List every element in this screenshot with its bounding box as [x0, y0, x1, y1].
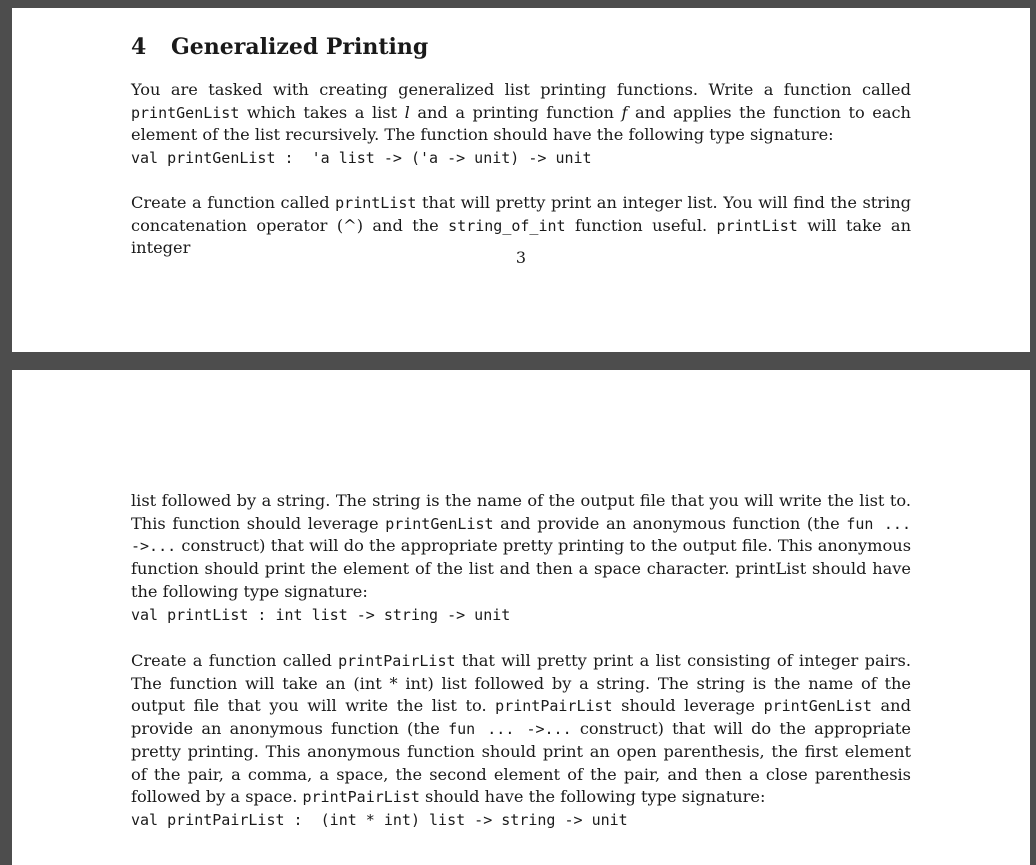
- code-print-pair-list: printPairList: [338, 652, 456, 670]
- section-number: 4: [131, 34, 147, 60]
- code-print-list: printList: [335, 194, 417, 212]
- text: and applies the function to each element of the list recursively. The function should have the following type signature:: [131, 102, 911, 145]
- text: and provide an anonymous function (the: [493, 513, 847, 533]
- page-number: 3: [515, 248, 527, 267]
- code-print-pair-list: printPairList: [495, 697, 613, 716]
- text: Create a function called: [131, 193, 336, 212]
- viewer-background-top: [0, 0, 1036, 8]
- paragraph-print-gen-list: [131, 79, 911, 170]
- text: which takes a list: [239, 102, 405, 122]
- text: that will pretty print a list consisting of integer pairs. The function will take an (int * int) list followed by a string. The string is the name of the output file that you will write the list to.: [131, 651, 911, 716]
- text: Create a function called: [131, 651, 339, 670]
- section-heading: [131, 34, 428, 60]
- section-title: Generalized Printing: [171, 34, 429, 60]
- text: function useful.: [565, 215, 717, 235]
- document-page-4: [12, 370, 1030, 865]
- code-print-list: printList: [716, 216, 798, 235]
- type-signature-print-pair-list: val printPairList : (int * int) list -> string -> unit: [131, 810, 628, 829]
- code-fun-construct: fun ... ->...: [131, 514, 911, 556]
- text: that will pretty print an integer list. You will find the string concatenation operator (^) and the: [131, 193, 912, 235]
- code-string-of-int: string_of_int: [448, 216, 566, 235]
- code-print-gen-list: printGenList: [385, 514, 494, 533]
- document-page-3: [12, 8, 1030, 352]
- code-print-gen-list: printGenList: [131, 103, 240, 122]
- text: will take an integer: [131, 215, 912, 258]
- page-separator: [0, 352, 1036, 370]
- text: and provide an anonymous function (the: [131, 696, 911, 739]
- paragraph-print-pair-list: [131, 650, 911, 832]
- code-fun-construct: fun ... ->...: [448, 720, 572, 739]
- text: should have the following type signature:: [419, 787, 766, 807]
- code-print-pair-list: printPairList: [302, 788, 420, 807]
- math-var-f: f: [621, 102, 628, 122]
- text: You are tasked with creating generalized list printing functions. Write a function called: [131, 80, 911, 99]
- text: list followed by a string. The string is the name of the output file that you will write the list to. This function should leverage: [131, 491, 911, 533]
- text: construct) that will do the appropriate pretty printing. This anonymous function should print an open parenthesis, the first element of the pair, a comma, a space, the second element of the pair, and then a close parenthesis followed by a space.: [131, 719, 911, 807]
- text: and a printing function: [409, 102, 622, 122]
- type-signature-print-list: val printList : int list -> string -> unit: [131, 605, 511, 624]
- type-signature-print-gen-list: val printGenList : 'a list -> ('a -> unit) -> unit: [131, 149, 592, 168]
- code-print-gen-list: printGenList: [763, 697, 872, 716]
- text: construct) that will do the appropriate pretty printing to the output file. This anonymous function should print the element of the list and then a space character. printList should have the following type signature:: [131, 536, 911, 601]
- text: should leverage: [612, 696, 764, 716]
- paragraph-print-list: [131, 490, 911, 626]
- math-var-l: l: [404, 102, 410, 122]
